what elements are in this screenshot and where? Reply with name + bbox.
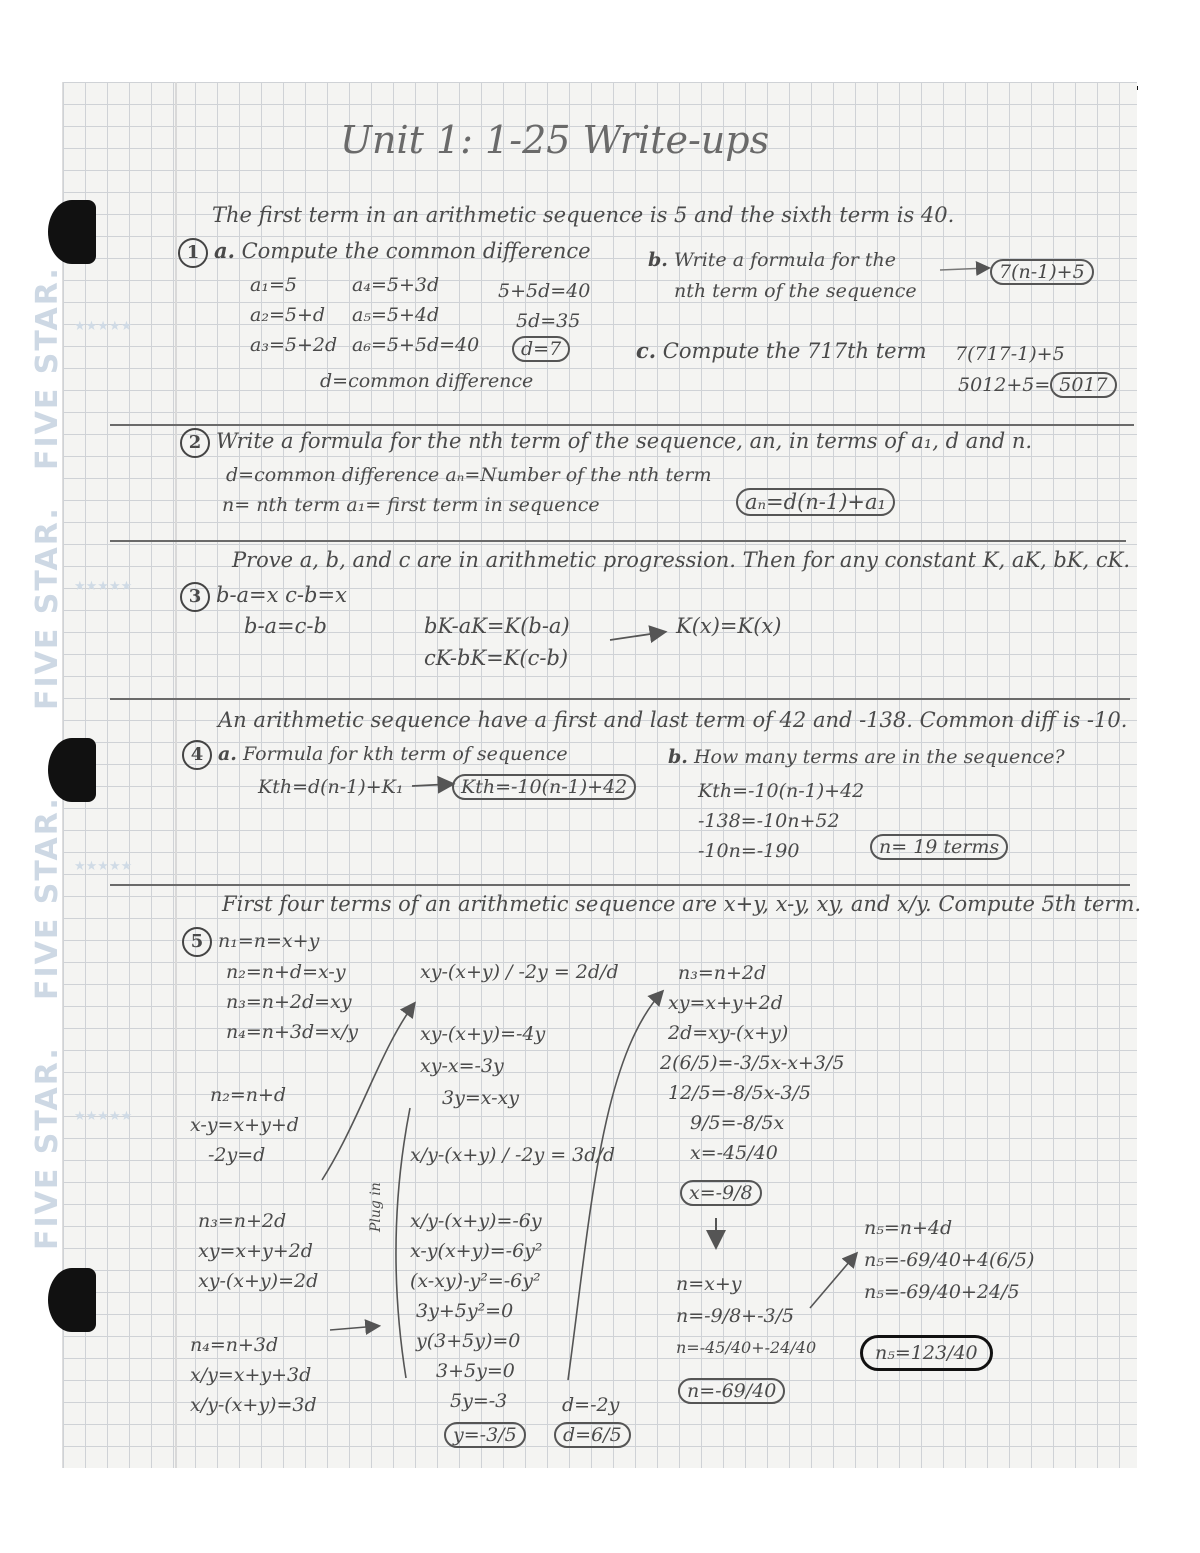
equation: x/y-(x+y) / -2y = 3d/d [410,1144,616,1166]
answer-circle: d=6/5 [554,1422,631,1448]
answer-circle: n=-69/40 [678,1378,785,1404]
brand-watermark: FIVE STAR. [30,1046,65,1250]
p4-b-label: b. [668,746,688,768]
equation: n₁=n=x+y [218,930,320,952]
arrow-line [330,1326,378,1330]
p3-work2: cK-bK=K(c-b) [424,646,569,670]
equation: -2y=d [208,1144,266,1166]
equation: n₅=n+4d [864,1217,953,1239]
problem-number: 2 [180,428,210,458]
p3-work1: bK-aK=K(b-a) [424,614,570,638]
p5-intro: First four terms of an arithmetic sequence are x+y, x-y, xy, and x/y. Compute 5th term. [222,892,1142,916]
p5-d-work: d=-2y [562,1394,620,1416]
problem-number: 3 [180,582,210,612]
equation: x/y=x+y+3d [190,1364,312,1386]
equation: 5d=35 [516,310,581,332]
equation: b-a=x c-b=x [216,583,347,607]
brand-stars: ★★★★★ [74,1109,133,1124]
problem-number: 4 [182,740,212,770]
equation: n=-9/8+-3/5 [676,1305,795,1327]
p1-a-text: Compute the common difference [241,239,591,263]
p3-line2: b-a=c-b [244,614,327,638]
equation: n₄=n+3d [190,1334,279,1356]
answer-circle: 5017 [1050,372,1116,398]
equation: x=-45/40 [690,1142,778,1164]
equation: n₅=-69/40+24/5 [864,1281,1020,1303]
equation: a₄=5+3d [352,274,440,296]
answer-circle: Kth=-10(n-1)+42 [452,774,636,800]
p4-b-text: How many terms are in the sequence? [693,746,1065,768]
equation: -10n=-190 [698,840,800,862]
equation: 9/5=-8/5x [690,1112,785,1134]
equation: xy-(x+y) / -2y = 2d/d [420,961,619,983]
equation: n₃=n+2d=xy [226,991,352,1013]
brand-watermark: FIVE STAR. [30,266,65,470]
p3-result: K(x)=K(x) [676,614,782,638]
arrow-line [940,268,988,270]
brand-stars: ★★★★★ [74,859,133,874]
equation: a₅=5+4d [352,304,440,326]
answer-circle: 7(n-1)+5 [990,259,1094,285]
equation: -138=-10n+52 [698,810,840,832]
p2-text: Write a formula for the nth term of the sequence, an, in terms of a₁, d and n. [216,429,1033,453]
equation: (x-xy)-y²=-6y² [410,1270,541,1292]
p1-b-label: b. [648,249,668,271]
equation: xy-x=-3y [420,1055,504,1077]
p4-a-text: Formula for kth term of sequence [242,743,568,765]
equation: n₂=n+d [210,1084,287,1106]
arrow-line [396,1108,410,1378]
equation: n=-45/40+-24/40 [676,1338,817,1357]
equation: 2d=xy-(x+y) [668,1022,789,1044]
arrow-line [412,784,452,786]
equation: x/y-(x+y)=-6y [410,1210,542,1232]
p4-a-label: a. [218,743,237,765]
p4-intro: An arithmetic sequence have a first and last term of 42 and -138. Common diff is -10. [218,708,1128,732]
equation: 3y+5y²=0 [416,1300,514,1322]
equation: n₂=n+d=x-y [226,961,346,983]
equation: x-y(x+y)=-6y² [410,1240,543,1262]
equation: n=x+y [676,1273,742,1295]
equation: 12/5=-8/5x-3/5 [668,1082,811,1104]
page-title: Unit 1: 1-25 Write-ups [340,118,770,162]
answer-circle: x=-9/8 [680,1180,762,1206]
arrow-line [322,1004,414,1180]
answer-circle: aₙ=d(n-1)+a₁ [736,488,895,516]
equation: 3y=x-xy [442,1087,519,1109]
p1-b-text2: nth term of the sequence [674,280,917,302]
p2-line2: n= nth term a₁= first term in sequence [222,494,600,516]
equation: n₃=n+2d [198,1210,287,1232]
answer-circle: n= 19 terms [870,834,1008,860]
equation: x/y-(x+y)=3d [190,1394,317,1416]
problem-number: 1 [178,238,208,268]
equation: n₅=-69/40+4(6/5) [864,1249,1035,1271]
answer-circle: d=7 [512,336,570,362]
equation: xy=x+y+2d [668,992,783,1014]
brand-stars: ★★★★★ [74,579,133,594]
brand-stars: ★★★★★ [74,319,133,334]
p1-b-text: Write a formula for the [673,249,897,271]
equation: 3+5y=0 [436,1360,515,1382]
equation: Kth=-10(n-1)+42 [698,780,865,802]
p1-intro: The first term in an arithmetic sequence is 5 and the sixth term is 40. [212,203,955,227]
answer-circle: y=-3/5 [444,1422,526,1448]
equation: a₂=5+d [250,304,326,326]
equation: xy-(x+y)=2d [198,1270,319,1292]
p1-c-text: Compute the 717th term [662,339,927,363]
arrow-line [568,992,662,1380]
equation: 5012+5= [958,374,1051,396]
final-answer-circle: n₅=123/40 [860,1335,993,1371]
p1-a-label: a. [214,238,235,263]
p1-c-work: 7(717-1)+5 [955,343,1065,365]
equation: xy=x+y+2d [198,1240,313,1262]
equation: a₃=5+2d [250,334,338,356]
p2-line1: d=common difference aₙ=Number of the nth term [226,464,712,486]
equation: n₃=n+2d [678,962,767,984]
equation: a₆=5+5d=40 [352,334,480,356]
equation: n₄=n+3d=x/y [226,1021,358,1043]
p4-a-work: Kth=d(n-1)+K₁ [258,776,404,798]
p1-c-label: c. [636,338,657,363]
equation: a₁=5 [250,274,297,296]
arrow-line [610,632,664,640]
brand-watermark: FIVE STAR. [30,796,65,1000]
plug-in-label: Plug in [368,1182,384,1232]
p1-a-note: d=common difference [320,370,534,392]
brand-watermark: FIVE STAR. [30,506,65,710]
equation: x-y=x+y+d [190,1114,299,1136]
p3-intro: Prove a, b, and c are in arithmetic progression. Then for any constant K, aK, bK, cK. [232,548,1130,572]
equation: 5+5d=40 [498,280,591,302]
equation: 2(6/5)=-3/5x-x+3/5 [660,1052,845,1074]
equation: xy-(x+y)=-4y [420,1023,546,1045]
equation: 5y=-3 [450,1390,508,1412]
equation: y(3+5y)=0 [416,1330,521,1352]
problem-number: 5 [182,927,212,957]
arrow-line [810,1254,856,1308]
